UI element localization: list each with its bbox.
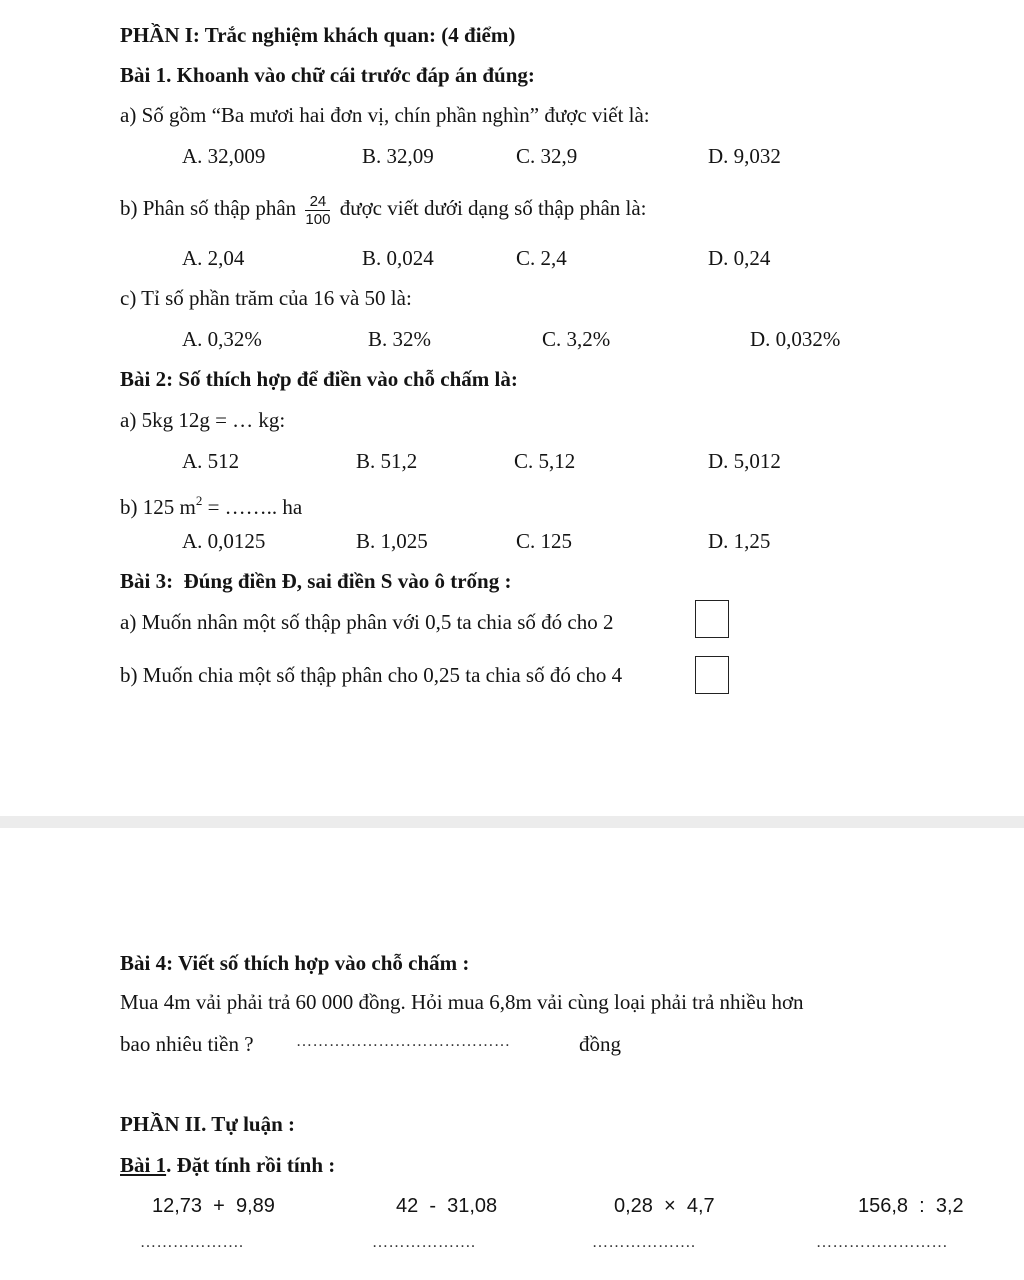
bai2-b-option-d[interactable]: D. 1,25: [708, 529, 771, 553]
bai2-a-option-d[interactable]: D. 5,012: [708, 449, 781, 473]
calc-3-dots[interactable]: ……………….: [592, 1234, 696, 1251]
bai1-a-option-c[interactable]: C. 32,9: [516, 144, 578, 168]
part2-bai1-title: [120, 1152, 335, 1178]
bai4-line-2-prefix: bao nhiêu tiền ?: [120, 1032, 254, 1056]
bai1-b-option-b[interactable]: B. 0,024: [362, 246, 434, 270]
bai1-c-option-c[interactable]: C. 3,2%: [542, 327, 611, 351]
calc-3: 0,28 × 4,7: [614, 1195, 715, 1217]
page-gap: [0, 816, 1024, 828]
bai4-line-1: Mua 4m vải phải trả 60 000 đồng. Hỏi mua 6,8m vải cùng loại phải trả nhiều hơn: [120, 990, 804, 1014]
bai1-b-option-c[interactable]: C. 2,4: [516, 246, 567, 270]
bai1-c-option-a[interactable]: A. 0,32%: [182, 327, 262, 351]
bai1-a-option-a[interactable]: A. 32,009: [182, 144, 266, 168]
bai1-b-suffix: được viết dưới dạng số thập phân là:: [339, 196, 647, 220]
fraction-denominator: 100: [305, 210, 331, 228]
bai2-b-suffix: = …….. ha: [202, 495, 303, 519]
bai1-c-option-d[interactable]: D. 0,032%: [750, 327, 841, 351]
superscript-2: 2: [195, 493, 203, 508]
bai2-b-option-b[interactable]: B. 1,025: [356, 529, 428, 553]
calc-2: 42 - 31,08: [396, 1195, 498, 1217]
bai3-title: Bài 3: Đúng điền Đ, sai điền S vào ô trống :: [120, 569, 512, 593]
bai4-answer-dots[interactable]: …………………………………: [296, 1033, 511, 1050]
bai2-question-a: a) 5kg 12g = … kg:: [120, 408, 286, 432]
bai1-c-option-b[interactable]: B. 32%: [368, 327, 431, 351]
bai4-line-2-suffix: đồng: [579, 1032, 621, 1056]
bai2-a-option-a[interactable]: A. 512: [182, 449, 240, 473]
page-2: [0, 828, 1024, 1280]
bai1-a-option-b[interactable]: B. 32,09: [362, 144, 434, 168]
bai1-a-option-d[interactable]: D. 9,032: [708, 144, 781, 168]
calc-1: 12,73 + 9,89: [152, 1195, 275, 1217]
bai3-answer-box-b[interactable]: [695, 656, 729, 694]
bai1-question-a: a) Số gồm “Ba mươi hai đơn vị, chín phần nghìn” được viết là:: [120, 103, 650, 127]
bai1-label-rest: . Đặt tính rồi tính :: [166, 1153, 336, 1177]
bai1-question-c: c) Tỉ số phần trăm của 16 và 50 là:: [120, 286, 412, 310]
bai2-b-option-a[interactable]: A. 0,0125: [182, 529, 266, 553]
bai2-a-option-b[interactable]: B. 51,2: [356, 449, 418, 473]
bai1-title: Bài 1. Khoanh vào chữ cái trước đáp án đúng:: [120, 63, 535, 87]
part2-title: PHẦN II. Tự luận :: [120, 1112, 296, 1136]
bai3-statement-b: b) Muốn chia một số thập phân cho 0,25 ta chia số đó cho 4: [120, 663, 623, 687]
bai2-title: Bài 2: Số thích hợp để điền vào chỗ chấm là:: [120, 367, 518, 391]
bai4-title: Bài 4: Viết số thích hợp vào chỗ chấm :: [120, 951, 470, 975]
bai3-statement-a: a) Muốn nhân một số thập phân với 0,5 ta chia số đó cho 2: [120, 610, 614, 634]
bai1-b-prefix: b) Phân số thập phân: [120, 196, 297, 220]
fraction-24-100: [305, 193, 330, 228]
calc-2-dots[interactable]: ……………….: [372, 1234, 476, 1251]
bai1-b-option-a[interactable]: A. 2,04: [182, 246, 245, 270]
bai2-b-option-c[interactable]: C. 125: [516, 529, 573, 553]
calc-4-dots[interactable]: ……………………: [816, 1234, 948, 1251]
fraction-numerator: 24: [305, 193, 330, 211]
part1-title: PHẦN I: Trắc nghiệm khách quan: (4 điểm): [120, 23, 516, 47]
bai3-answer-box-a[interactable]: [695, 600, 729, 638]
bai1-label: Bài 1: [120, 1153, 167, 1177]
calc-1-dots[interactable]: ……………….: [140, 1234, 244, 1251]
calc-4: 156,8 : 3,2: [858, 1195, 964, 1217]
bai2-a-option-c[interactable]: C. 5,12: [514, 449, 576, 473]
bai1-b-option-d[interactable]: D. 0,24: [708, 246, 771, 270]
bai2-question-b: [120, 488, 302, 520]
bai1-question-b: [120, 186, 647, 230]
bai2-b-prefix: b) 125 m: [120, 495, 196, 519]
